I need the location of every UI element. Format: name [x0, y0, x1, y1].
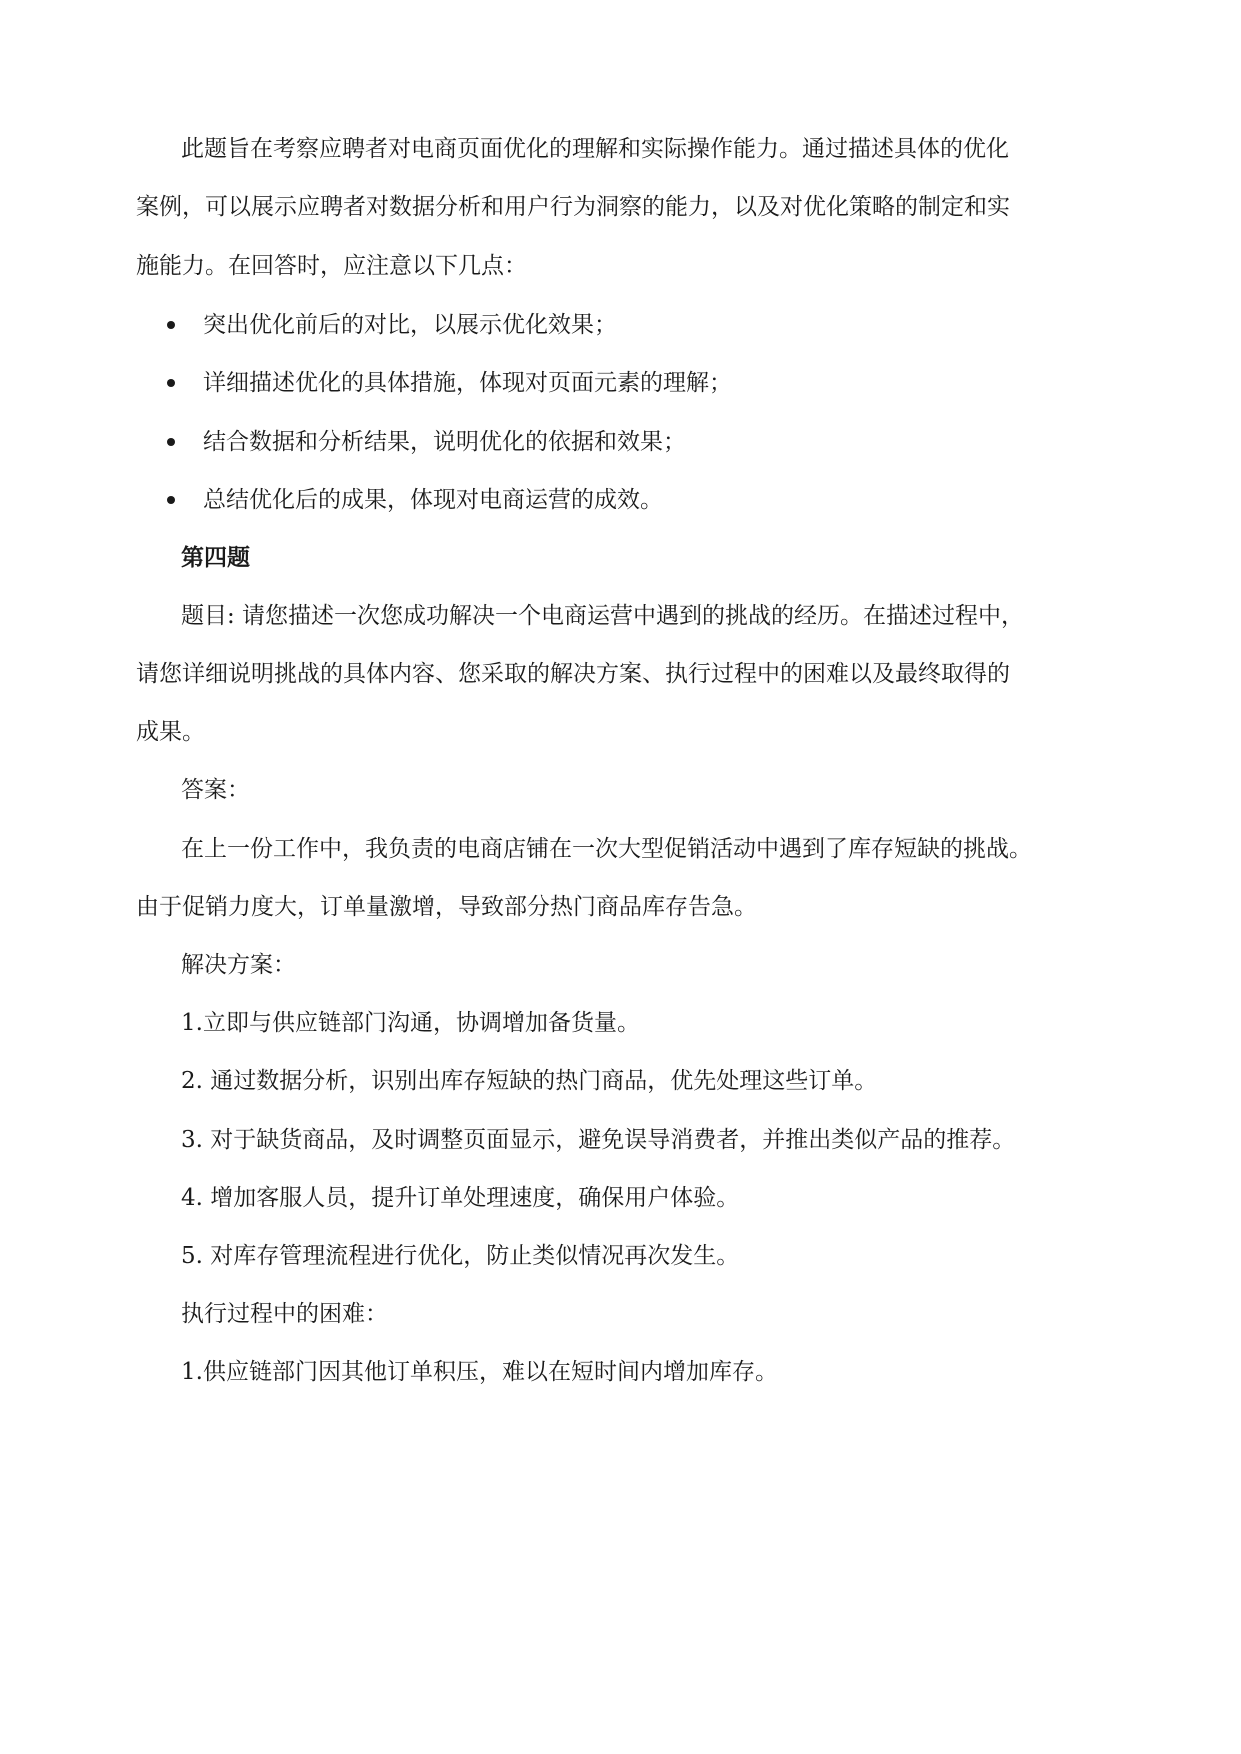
- intro-line-2: 案例，可以展示应聘者对数据分析和用户行为洞察的能力，以及对优化策略的制定和实: [136, 194, 1010, 220]
- bullet-dot-icon: [167, 496, 175, 504]
- answer-label: 答案：: [181, 777, 250, 803]
- question-line-1: 题目: 请您描述一次您成功解决一个电商运营中遇到的挑战的经历。在描述过程中，: [181, 603, 1025, 629]
- answer-intro-line-2: 由于促销力度大，订单量激增，导致部分热门商品库存告急。: [136, 894, 757, 920]
- solution-item-3: 3. 对于缺货商品，及时调整页面显示，避免误导消费者，并推出类似产品的推荐。: [181, 1127, 1016, 1153]
- bullet-dot-icon: [167, 379, 175, 387]
- difficulty-label: 执行过程中的困难：: [181, 1301, 388, 1327]
- section-heading: 第四题: [181, 544, 250, 571]
- bullet-item-3: 结合数据和分析结果，说明优化的依据和效果；: [203, 429, 686, 455]
- solution-label: 解决方案：: [181, 952, 296, 978]
- answer-intro-line-1: 在上一份工作中，我负责的电商店铺在一次大型促销活动中遇到了库存短缺的挑战。: [181, 836, 1032, 862]
- intro-line-1: 此题旨在考察应聘者对电商页面优化的理解和实际操作能力。通过描述具体的优化: [181, 136, 1009, 162]
- bullet-item-4: 总结优化后的成果，体现对电商运营的成效。: [203, 487, 663, 513]
- question-line-2: 请您详细说明挑战的具体内容、您采取的解决方案、执行过程中的困难以及最终取得的: [136, 661, 1010, 687]
- solution-item-2: 2. 通过数据分析，识别出库存短缺的热门商品，优先处理这些订单。: [181, 1068, 878, 1094]
- intro-line-3: 施能力。在回答时，应注意以下几点：: [136, 253, 527, 279]
- question-line-3: 成果。: [136, 719, 205, 745]
- bullet-item-2: 详细描述优化的具体措施，体现对页面元素的理解；: [203, 370, 732, 396]
- solution-item-5: 5. 对库存管理流程进行优化，防止类似情况再次发生。: [181, 1243, 740, 1269]
- bullet-item-1: 突出优化前后的对比，以展示优化效果；: [203, 312, 617, 338]
- solution-item-1: 1.立即与供应链部门沟通，协调增加备货量。: [181, 1010, 640, 1036]
- difficulty-item-1: 1.供应链部门因其他订单积压，难以在短时间内增加库存。: [181, 1359, 778, 1385]
- bullet-dot-icon: [167, 438, 175, 446]
- solution-item-4: 4. 增加客服人员，提升订单处理速度，确保用户体验。: [181, 1185, 740, 1211]
- bullet-dot-icon: [167, 321, 175, 329]
